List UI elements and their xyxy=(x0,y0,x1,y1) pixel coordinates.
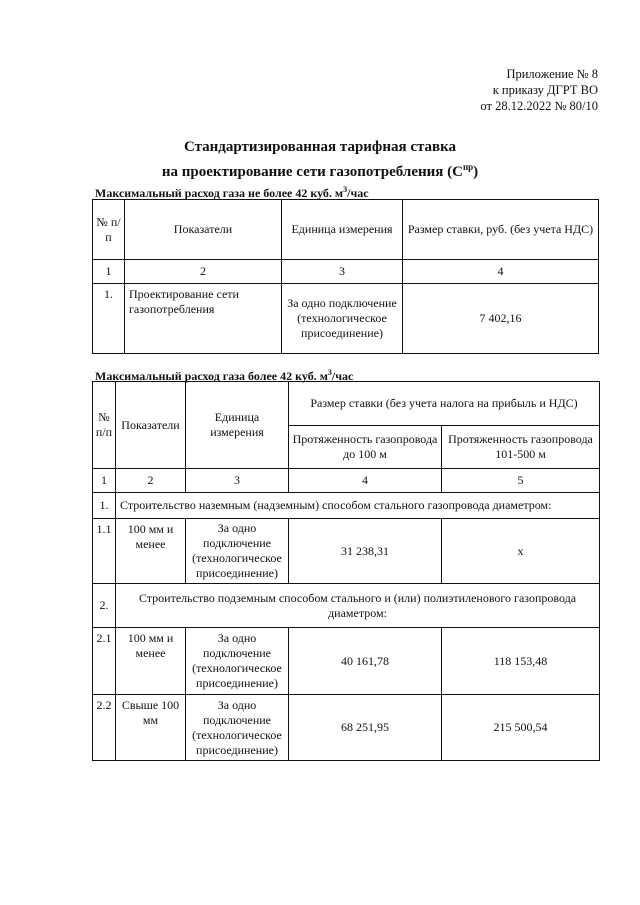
table2-header-indicators: Показатели xyxy=(116,382,186,469)
table1-colnum-2: 2 xyxy=(125,260,282,284)
table1-row-unit: За одно подключение (технологическое присоединение) xyxy=(282,284,403,354)
table1-header-row xyxy=(93,200,599,260)
title-line-1: Стандартизированная тарифная ставка xyxy=(183,139,457,155)
table2-group-1-title: Строительство наземным (надземным) способом стального газопровода диаметром: xyxy=(116,493,600,519)
section1-heading-text: Максимальный расход газа не более 42 куб. м xyxy=(95,186,344,200)
title-line-2 xyxy=(0,157,640,182)
table2-header-length-101-500: Протяженность газопровода 101-500 м xyxy=(442,426,600,469)
table1-row-value: 7 402,16 xyxy=(403,284,599,354)
table2-header-num: № п/п xyxy=(93,382,116,469)
table2-row-1-1-indicator: 100 мм и менее xyxy=(116,519,186,584)
table2-row-2-1-value-500: 118 153,48 xyxy=(442,628,600,695)
table2-row-1-1-unit: За одно подключение (технологическое присоединение) xyxy=(186,519,289,584)
appendix-reference xyxy=(480,66,598,114)
table2-header-row-1 xyxy=(93,382,600,426)
table2-row-1-1-num: 1.1 xyxy=(93,519,116,584)
table2-row-1-1-value-500: х xyxy=(442,519,600,584)
table2-row-2-2-value-500: 215 500,54 xyxy=(442,695,600,761)
table2-group-1 xyxy=(93,493,600,519)
table2-header-length-100: Протяженность газопровода до 100 м xyxy=(289,426,442,469)
table2-row-2-1-indicator: 100 мм и менее xyxy=(116,628,186,695)
title-line-2-text: на проектирование сети газопотребления (С xyxy=(161,164,463,180)
table2-row-1-1-value-100: 31 238,31 xyxy=(289,519,442,584)
table2-row-2-1-value-100: 40 161,78 xyxy=(289,628,442,695)
table2-row-2-2-value-100: 68 251,95 xyxy=(289,695,442,761)
table2-group-1-num: 1. xyxy=(93,493,116,519)
table2-group-2-num: 2. xyxy=(93,584,116,628)
table2-row-2-2-indicator: Свыше 100 мм xyxy=(116,695,186,761)
section2-heading-sup: 3 xyxy=(327,368,332,377)
table1-row-num: 1. xyxy=(93,284,125,354)
section1-heading-sup: 3 xyxy=(343,185,348,194)
appendix-line-3: от 28.12.2022 № 80/10 xyxy=(480,99,598,113)
table2-header-unit: Единица измерения xyxy=(186,382,289,469)
table1-colnum-3: 3 xyxy=(282,260,403,284)
table2-colnum-1: 1 xyxy=(93,469,116,493)
table2-row-2-2 xyxy=(93,695,600,761)
table2-group-2 xyxy=(93,584,600,628)
table2-row-2-1-num: 2.1 xyxy=(93,628,116,695)
table2-row-1-1 xyxy=(93,519,600,584)
appendix-line-1: Приложение № 8 xyxy=(506,67,598,81)
table1-row xyxy=(93,284,599,354)
table1-colnum-4: 4 xyxy=(403,260,599,284)
title-line-2-end: ) xyxy=(473,164,479,180)
table1-header-indicators: Показатели xyxy=(125,200,282,260)
table2-colnum-2: 2 xyxy=(116,469,186,493)
tariff-table-2 xyxy=(92,381,600,761)
table2-group-2-title: Строительство подземным способом стального и (или) полиэтиленового газопровода диаметром: xyxy=(116,584,600,628)
table2-row-2-2-num: 2.2 xyxy=(93,695,116,761)
table1-colnum-1: 1 xyxy=(93,260,125,284)
section1-heading-end: /час xyxy=(347,186,369,200)
table2-column-numbers xyxy=(93,469,600,493)
table2-row-2-2-unit: За одно подключение (технологическое присоединение) xyxy=(186,695,289,761)
table1-row-indicator: Проектирование сети газопотребления xyxy=(125,284,282,354)
document-title xyxy=(0,137,640,182)
appendix-line-2: к приказу ДГРТ ВО xyxy=(492,83,598,97)
table2-colnum-5: 5 xyxy=(442,469,600,493)
table1-header-num: № п/п xyxy=(93,200,125,260)
table2-header-rate: Размер ставки (без учета налога на прибыль и НДС) xyxy=(289,382,600,426)
table2-colnum-4: 4 xyxy=(289,469,442,493)
table2-colnum-3: 3 xyxy=(186,469,289,493)
table1-column-numbers xyxy=(93,260,599,284)
section2-heading-end: /час xyxy=(331,369,354,383)
section2-heading-text: Максимальный расход газа более 42 куб. м xyxy=(95,369,328,383)
table2-row-2-1 xyxy=(93,628,600,695)
table1-header-rate: Размер ставки, руб. (без учета НДС) xyxy=(403,200,599,260)
table2-row-2-1-unit: За одно подключение (технологическое присоединение) xyxy=(186,628,289,695)
tariff-table-1 xyxy=(92,199,599,354)
table1-header-unit: Единица измерения xyxy=(282,200,403,260)
title-line-2-sup: пр xyxy=(462,162,474,172)
